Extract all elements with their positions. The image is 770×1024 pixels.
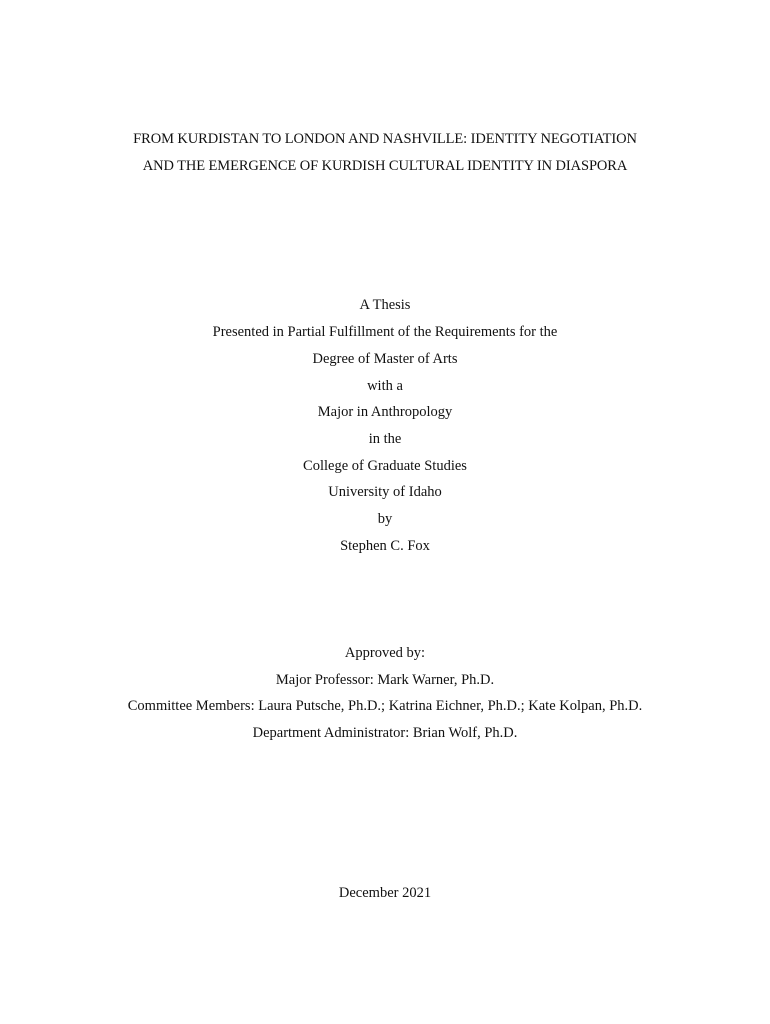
university-line: University of Idaho	[328, 484, 442, 500]
title-line-1: FROM KURDISTAN TO LONDON AND NASHVILLE: IDENTITY NEGOTIATION	[133, 131, 637, 147]
committee-members-line: Committee Members: Laura Putsche, Ph.D.; Katrina Eichner, Ph.D.; Kate Kolpan, Ph.D.	[127, 698, 643, 714]
degree-line: Degree of Master of Arts	[312, 351, 458, 367]
college-line: College of Graduate Studies	[303, 458, 467, 474]
major-professor-line: Major Professor: Mark Warner, Ph.D.	[275, 672, 495, 688]
title-line-2: AND THE EMERGENCE OF KURDISH CULTURAL IDENTITY IN DIASPORA	[142, 158, 628, 174]
approved-by-heading: Approved by:	[344, 645, 426, 661]
author-name: Stephen C. Fox	[340, 538, 430, 554]
thesis-type: A Thesis	[359, 297, 411, 313]
major-line: Major in Anthropology	[317, 404, 453, 420]
submission-date: December 2021	[338, 885, 432, 901]
department-administrator-line: Department Administrator: Brian Wolf, Ph.D.	[252, 725, 518, 741]
presented-line: Presented in Partial Fulfillment of the Requirements for the	[212, 324, 558, 340]
by-line: by	[377, 511, 393, 527]
with-line: with a	[367, 378, 403, 394]
in-the-line: in the	[368, 431, 402, 447]
